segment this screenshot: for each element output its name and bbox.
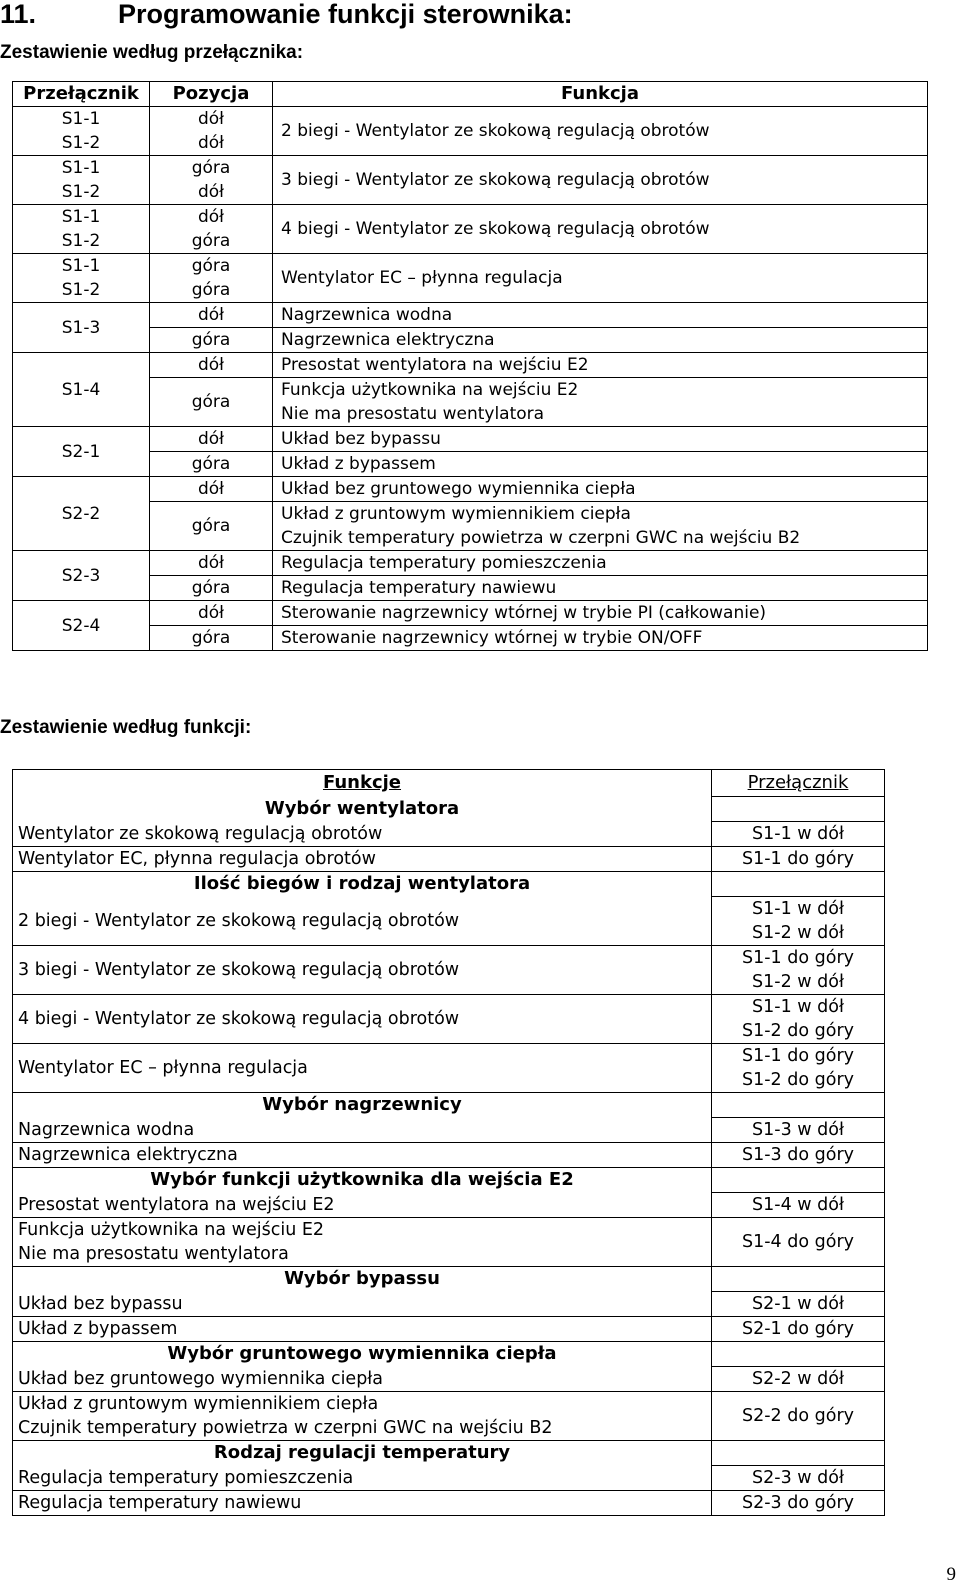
group-title-cell bbox=[13, 1267, 712, 1292]
cell-line: S1-3 w dół bbox=[752, 1120, 844, 1140]
table-row bbox=[13, 1392, 885, 1441]
cell-line: S2-1 bbox=[61, 441, 101, 462]
group-row bbox=[13, 1093, 885, 1118]
table-row bbox=[13, 502, 928, 551]
cell-line: dół bbox=[197, 479, 225, 499]
cell-line: dół bbox=[197, 603, 225, 623]
table-row bbox=[13, 946, 885, 995]
group-row bbox=[13, 797, 885, 822]
cell-line: S1-2 bbox=[61, 231, 101, 251]
switch-table-body bbox=[13, 107, 928, 651]
switch-table bbox=[12, 81, 928, 651]
table-row bbox=[13, 995, 885, 1044]
function-cell bbox=[13, 1193, 712, 1218]
cell-line: Funkcja użytkownika na wejściu E2 bbox=[18, 1220, 325, 1240]
function-cell bbox=[273, 156, 928, 205]
cell-line: Wentylator ze skokową regulacją obrotów bbox=[18, 823, 383, 844]
switch-cell bbox=[13, 156, 150, 205]
cell-line: S1-1 bbox=[61, 207, 101, 227]
function-cell bbox=[273, 328, 928, 353]
table-row bbox=[13, 847, 885, 872]
switch-cell bbox=[13, 303, 150, 353]
cell-line: 2 biegi - Wentylator ze skokową regulacją obrotów bbox=[18, 910, 460, 931]
function-cell bbox=[13, 995, 712, 1044]
function-cell bbox=[273, 205, 928, 254]
position-cell bbox=[150, 576, 273, 601]
cell-line: S1-2 do góry bbox=[742, 1021, 854, 1041]
cell-line: góra bbox=[191, 280, 231, 300]
cell-line: S2-2 w dół bbox=[752, 1369, 844, 1389]
cell-line: S1-2 w dół bbox=[752, 923, 844, 943]
table-row bbox=[13, 1218, 885, 1267]
cell-line: Wybór nagrzewnicy bbox=[262, 1094, 462, 1116]
cell-line: S1-1 do góry bbox=[742, 948, 854, 968]
cell-line: góra bbox=[191, 454, 231, 474]
header-position: Pozycja bbox=[150, 82, 273, 107]
cell-line: S1-1 bbox=[61, 158, 101, 178]
switch-cell bbox=[712, 1466, 885, 1491]
switch-cell bbox=[13, 107, 150, 156]
group-title-cell bbox=[13, 1441, 712, 1466]
switch-cell bbox=[13, 353, 150, 427]
header-switch-2: Przełącznik bbox=[712, 770, 885, 797]
group-row bbox=[13, 872, 885, 897]
cell-line: S1-1 bbox=[61, 109, 101, 129]
table-row bbox=[13, 353, 928, 378]
heading-number: 11. bbox=[0, 0, 37, 29]
cell-line: Rodzaj regulacji temperatury bbox=[213, 1442, 511, 1464]
table-row bbox=[13, 107, 928, 156]
cell-line: Nagrzewnica elektryczna bbox=[18, 1145, 238, 1165]
table-row bbox=[13, 1491, 885, 1516]
table-row bbox=[13, 427, 928, 452]
group-title-cell bbox=[13, 872, 712, 897]
switch-cell bbox=[712, 1143, 885, 1168]
function-cell bbox=[273, 502, 928, 551]
cell-line: S1-1 bbox=[61, 256, 101, 276]
cell-line: S1-4 bbox=[61, 379, 101, 400]
group-title-cell bbox=[13, 1168, 712, 1193]
switch-cell bbox=[13, 551, 150, 601]
function-cell bbox=[273, 551, 928, 576]
switch-cell bbox=[712, 1367, 885, 1392]
function-cell bbox=[273, 601, 928, 626]
cell-line: S1-3 do góry bbox=[742, 1145, 854, 1165]
switch-cell bbox=[712, 1044, 885, 1093]
cell-line: Nie ma presostatu wentylatora bbox=[281, 404, 545, 424]
table-row bbox=[13, 822, 885, 847]
cell-line: S2-3 do góry bbox=[742, 1493, 854, 1513]
position-cell bbox=[150, 303, 273, 328]
cell-line: Wybór funkcji użytkownika dla wejścia E2 bbox=[150, 1169, 574, 1191]
cell-line: 3 biegi - Wentylator ze skokową regulacją obrotów bbox=[281, 170, 710, 190]
group-row bbox=[13, 1441, 885, 1466]
function-cell bbox=[13, 1491, 712, 1516]
cell-line: S1-2 w dół bbox=[752, 972, 844, 992]
cell-line: Układ z gruntowym wymiennikiem ciepła bbox=[18, 1394, 379, 1414]
cell-line: Nie ma presostatu wentylatora bbox=[18, 1244, 289, 1264]
cell-line: Układ bez bypassu bbox=[281, 429, 441, 449]
function-table bbox=[12, 769, 885, 1516]
cell-line: dół bbox=[197, 429, 225, 449]
table-row bbox=[13, 254, 928, 303]
group-row bbox=[13, 1168, 885, 1193]
switch-cell bbox=[712, 897, 885, 946]
function-cell bbox=[273, 626, 928, 651]
switch-cell bbox=[13, 477, 150, 551]
table-row bbox=[13, 205, 928, 254]
cell-line: Regulacja temperatury nawiewu bbox=[18, 1493, 302, 1513]
function-table-body bbox=[13, 797, 885, 1516]
table-row bbox=[13, 1193, 885, 1218]
header-function: Funkcja bbox=[273, 82, 928, 107]
switch-cell bbox=[712, 1218, 885, 1267]
cell-line: dół bbox=[197, 207, 225, 227]
cell-line: dół bbox=[197, 355, 225, 375]
switch-cell bbox=[13, 427, 150, 477]
switch-cell bbox=[712, 1392, 885, 1441]
cell-line: Nagrzewnica elektryczna bbox=[281, 330, 495, 350]
function-cell bbox=[273, 427, 928, 452]
cell-line: dół bbox=[197, 305, 225, 325]
cell-line: S2-4 bbox=[61, 615, 101, 636]
cell-line: S1-1 w dół bbox=[752, 824, 844, 844]
function-cell bbox=[273, 107, 928, 156]
cell-line: S1-1 do góry bbox=[742, 1046, 854, 1066]
cell-line: 2 biegi - Wentylator ze skokową regulacją obrotów bbox=[281, 121, 710, 141]
switch-cell bbox=[712, 847, 885, 872]
cell-line: Wybór bypassu bbox=[284, 1268, 440, 1290]
position-cell bbox=[150, 378, 273, 427]
cell-line: Regulacja temperatury pomieszczenia bbox=[281, 553, 607, 573]
group-title-cell bbox=[13, 797, 712, 822]
cell-line: Regulacja temperatury pomieszczenia bbox=[18, 1467, 354, 1488]
table-row bbox=[13, 156, 928, 205]
cell-line: S1-1 w dół bbox=[752, 899, 844, 919]
function-cell bbox=[13, 1044, 712, 1093]
cell-line: Funkcja użytkownika na wejściu E2 bbox=[281, 380, 579, 400]
cell-line: Układ z gruntowym wymiennikiem ciepła bbox=[281, 504, 631, 524]
function-cell bbox=[273, 576, 928, 601]
cell-line: Układ bez gruntowego wymiennika ciepła bbox=[18, 1368, 384, 1389]
cell-line: Wybór wentylatora bbox=[264, 798, 460, 819]
cell-line: Wybór gruntowego wymiennika ciepła bbox=[167, 1343, 557, 1365]
switch-cell bbox=[712, 822, 885, 847]
function-cell bbox=[273, 303, 928, 328]
function-cell bbox=[13, 1466, 712, 1491]
cell-line: S1-2 do góry bbox=[742, 1070, 854, 1090]
cell-line: 4 biegi - Wentylator ze skokową regulacją obrotów bbox=[281, 219, 710, 239]
header-switch: Przełącznik bbox=[13, 82, 150, 107]
cell-line: S1-2 bbox=[61, 280, 101, 300]
position-cell bbox=[150, 502, 273, 551]
table-row bbox=[13, 576, 928, 601]
section1-title: Zestawienie według przełącznika: bbox=[0, 42, 304, 63]
function-cell bbox=[273, 378, 928, 427]
section2-title: Zestawienie według funkcji: bbox=[0, 717, 252, 738]
header-functions: Funkcje bbox=[13, 770, 712, 797]
cell-line: góra bbox=[191, 392, 231, 412]
table-row bbox=[13, 1466, 885, 1491]
heading-title: Programowanie funkcji sterownika: bbox=[118, 0, 573, 29]
position-cell bbox=[150, 601, 273, 626]
cell-line: Nagrzewnica wodna bbox=[281, 305, 453, 325]
position-cell bbox=[150, 205, 273, 254]
cell-line: Czujnik temperatury powietrza w czerpni GWC na wejściu B2 bbox=[281, 528, 801, 548]
cell-line: dół bbox=[197, 133, 225, 153]
switch-cell bbox=[712, 1193, 885, 1218]
empty-cell bbox=[712, 1093, 885, 1118]
function-cell bbox=[13, 1218, 712, 1267]
cell-line: S1-2 bbox=[61, 182, 101, 202]
function-cell bbox=[273, 477, 928, 502]
cell-line: Układ bez gruntowego wymiennika ciepła bbox=[281, 479, 636, 499]
table-row bbox=[13, 626, 928, 651]
switch-cell bbox=[13, 205, 150, 254]
position-cell bbox=[150, 551, 273, 576]
page-number: 9 bbox=[946, 1564, 956, 1585]
table-row bbox=[13, 1118, 885, 1143]
empty-cell bbox=[712, 797, 885, 822]
cell-line: Ilość biegów i rodzaj wentylatora bbox=[193, 873, 531, 895]
function-cell bbox=[273, 254, 928, 303]
switch-table-header bbox=[13, 82, 928, 107]
table-row bbox=[13, 452, 928, 477]
position-cell bbox=[150, 452, 273, 477]
cell-line: S1-2 bbox=[61, 133, 101, 153]
position-cell bbox=[150, 107, 273, 156]
group-title-cell bbox=[13, 1093, 712, 1118]
cell-line: S1-1 do góry bbox=[742, 849, 854, 869]
table-row bbox=[13, 477, 928, 502]
empty-cell bbox=[712, 1168, 885, 1193]
table-row bbox=[13, 1044, 885, 1093]
cell-line: Układ z bypassem bbox=[18, 1319, 178, 1339]
cell-line: 3 biegi - Wentylator ze skokową regulacją obrotów bbox=[18, 960, 460, 980]
cell-line: góra bbox=[191, 628, 231, 648]
function-cell bbox=[13, 822, 712, 847]
empty-cell bbox=[712, 1342, 885, 1367]
function-cell bbox=[13, 1143, 712, 1168]
position-cell bbox=[150, 477, 273, 502]
cell-line: Układ bez bypassu bbox=[18, 1293, 183, 1314]
cell-line: S2-3 w dół bbox=[752, 1468, 844, 1488]
group-row bbox=[13, 1267, 885, 1292]
empty-cell bbox=[712, 1267, 885, 1292]
cell-line: Sterowanie nagrzewnicy wtórnej w trybie ON/OFF bbox=[281, 628, 703, 648]
cell-line: Regulacja temperatury nawiewu bbox=[281, 578, 557, 598]
cell-line: S1-4 w dół bbox=[752, 1195, 844, 1215]
cell-line: góra bbox=[191, 578, 231, 598]
cell-line: góra bbox=[191, 516, 231, 536]
table-row bbox=[13, 328, 928, 353]
table-row bbox=[13, 601, 928, 626]
function-cell bbox=[13, 1392, 712, 1441]
function-cell bbox=[13, 897, 712, 946]
cell-line: góra bbox=[191, 256, 231, 276]
position-cell bbox=[150, 328, 273, 353]
empty-cell bbox=[712, 1441, 885, 1466]
group-row bbox=[13, 1342, 885, 1367]
cell-line: Sterowanie nagrzewnicy wtórnej w trybie PI (całkowanie) bbox=[281, 603, 767, 623]
function-cell bbox=[273, 452, 928, 477]
cell-line: Czujnik temperatury powietrza w czerpni GWC na wejściu B2 bbox=[18, 1418, 553, 1438]
cell-line: S2-2 do góry bbox=[742, 1406, 854, 1426]
cell-line: góra bbox=[191, 330, 231, 350]
cell-line: Układ z bypassem bbox=[281, 454, 436, 474]
switch-cell bbox=[13, 254, 150, 303]
position-cell bbox=[150, 254, 273, 303]
function-cell bbox=[13, 1317, 712, 1342]
switch-cell bbox=[712, 1292, 885, 1317]
switch-cell bbox=[712, 995, 885, 1044]
cell-line: S2-1 do góry bbox=[742, 1319, 854, 1339]
table-row bbox=[13, 303, 928, 328]
function-cell bbox=[13, 1292, 712, 1317]
cell-line: dół bbox=[197, 553, 225, 573]
function-cell bbox=[13, 1118, 712, 1143]
function-cell bbox=[13, 1367, 712, 1392]
cell-line: Presostat wentylatora na wejściu E2 bbox=[281, 355, 589, 375]
switch-cell bbox=[13, 601, 150, 651]
cell-line: S1-1 w dół bbox=[752, 997, 844, 1017]
function-table-header bbox=[13, 770, 885, 797]
switch-cell bbox=[712, 946, 885, 995]
table-row bbox=[13, 897, 885, 946]
cell-line: góra bbox=[191, 231, 231, 251]
switch-cell bbox=[712, 1317, 885, 1342]
cell-line: Wentylator EC – płynna regulacja bbox=[281, 268, 563, 288]
position-cell bbox=[150, 626, 273, 651]
cell-line: Nagrzewnica wodna bbox=[18, 1119, 195, 1140]
cell-line: S2-2 bbox=[61, 503, 101, 524]
cell-line: S2-3 bbox=[61, 565, 101, 586]
table-row bbox=[13, 1292, 885, 1317]
cell-line: S2-1 w dół bbox=[752, 1294, 844, 1314]
position-cell bbox=[150, 353, 273, 378]
table-row bbox=[13, 378, 928, 427]
cell-line: góra bbox=[191, 158, 231, 178]
position-cell bbox=[150, 427, 273, 452]
cell-line: Presostat wentylatora na wejściu E2 bbox=[18, 1194, 335, 1215]
function-cell bbox=[273, 353, 928, 378]
position-cell bbox=[150, 156, 273, 205]
cell-line: dół bbox=[197, 109, 225, 129]
function-cell bbox=[13, 847, 712, 872]
switch-cell bbox=[712, 1118, 885, 1143]
table-row bbox=[13, 1367, 885, 1392]
table-row bbox=[13, 1143, 885, 1168]
table-row bbox=[13, 1317, 885, 1342]
cell-line: S1-4 do góry bbox=[742, 1232, 854, 1252]
cell-line: S1-3 bbox=[61, 317, 101, 338]
function-cell bbox=[13, 946, 712, 995]
cell-line: 4 biegi - Wentylator ze skokową regulacją obrotów bbox=[18, 1009, 460, 1029]
table-row bbox=[13, 551, 928, 576]
cell-line: Wentylator EC – płynna regulacja bbox=[18, 1058, 308, 1078]
cell-line: Wentylator EC, płynna regulacja obrotów bbox=[18, 849, 376, 869]
empty-cell bbox=[712, 872, 885, 897]
page-heading bbox=[0, 0, 573, 30]
group-title-cell bbox=[13, 1342, 712, 1367]
cell-line: dół bbox=[197, 182, 225, 202]
switch-cell bbox=[712, 1491, 885, 1516]
